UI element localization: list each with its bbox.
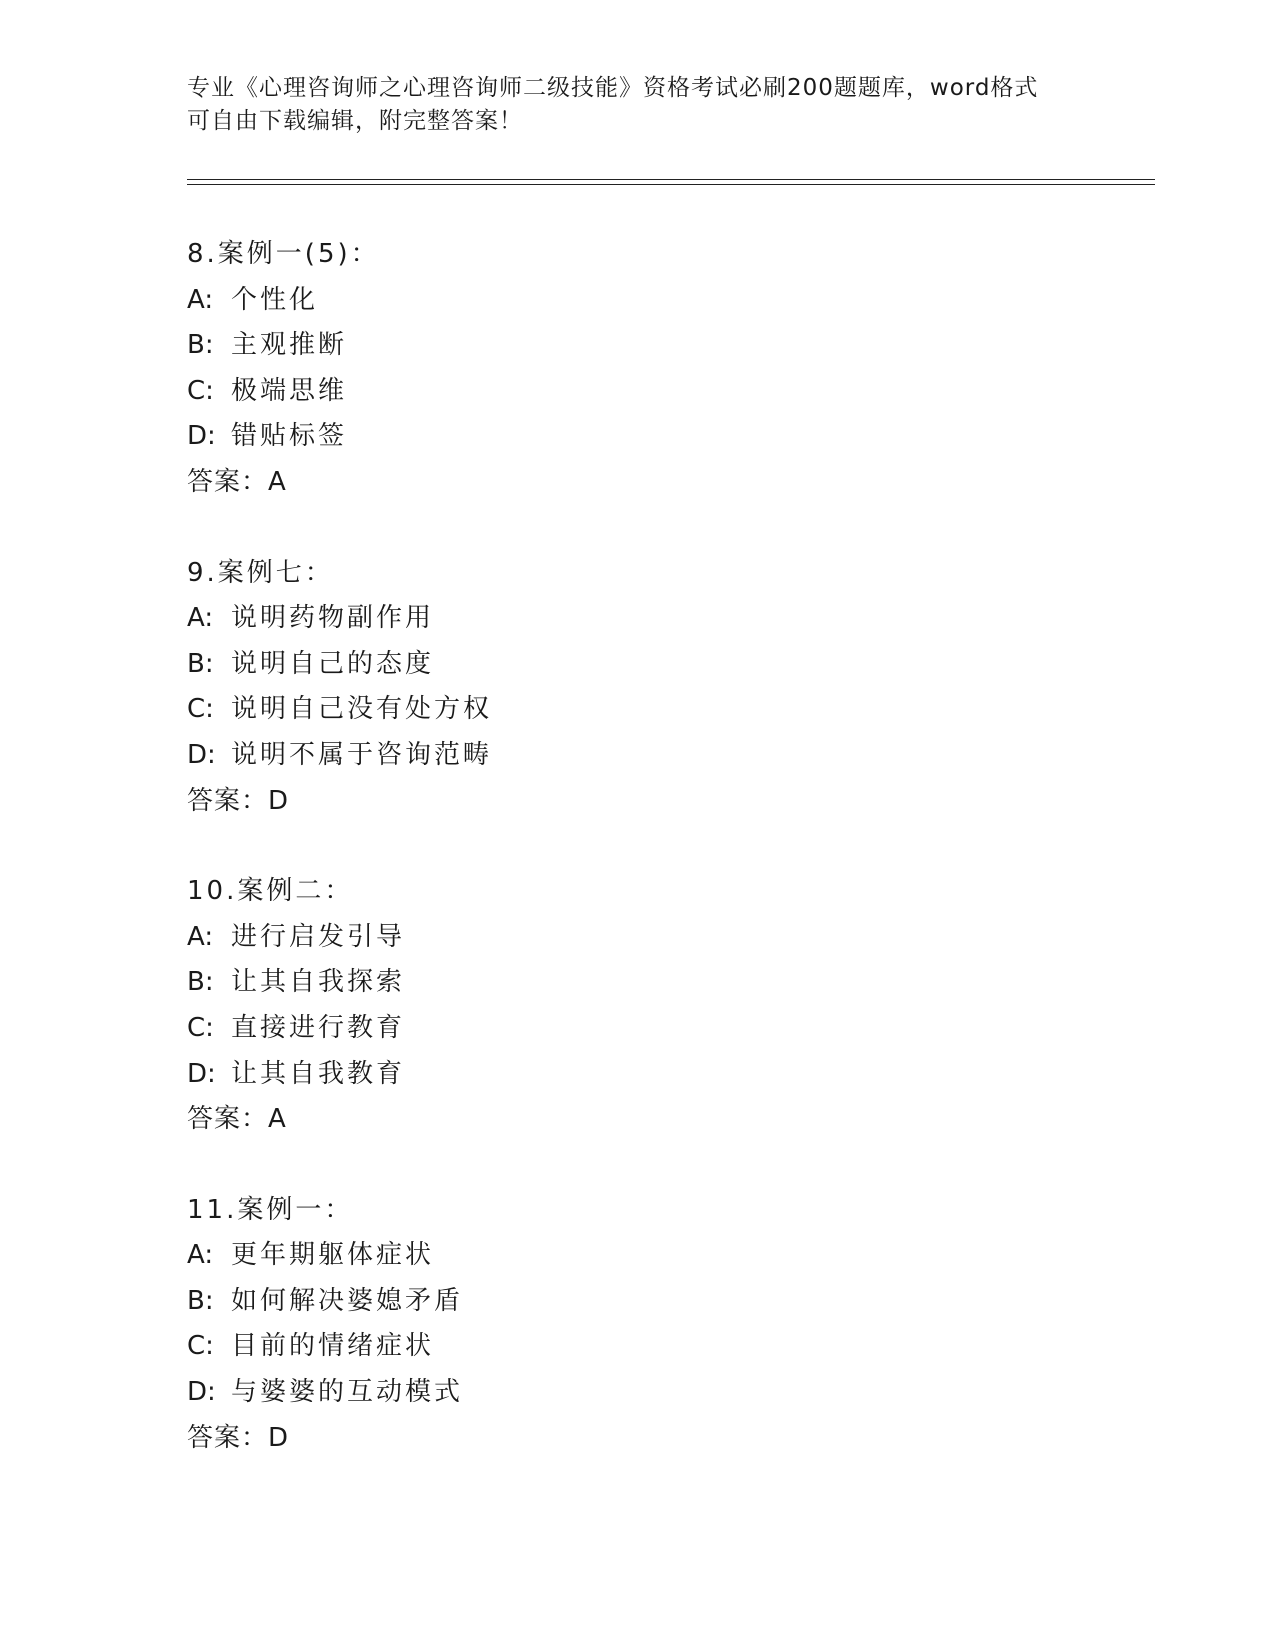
- option-label: A:: [187, 1240, 214, 1271]
- option-b: [187, 642, 1147, 688]
- header-divider: [187, 179, 1155, 185]
- option-a: [187, 915, 1147, 961]
- document-header: [187, 72, 1087, 138]
- question-list: [187, 232, 1147, 1506]
- question-10: [187, 869, 1147, 1143]
- option-label: D:: [187, 421, 216, 452]
- option-text: 说明不属于咨询范畴: [231, 739, 493, 770]
- option-text: 进行启发引导: [231, 921, 406, 952]
- answer-line: 答案：D: [187, 785, 290, 816]
- option-text: 说明药物副作用: [231, 603, 435, 634]
- option-label: B:: [187, 648, 214, 679]
- question-title: 10.案例二：: [187, 876, 354, 907]
- option-label: D:: [187, 739, 216, 770]
- option-text: 让其自我教育: [231, 1058, 406, 1089]
- option-c: [187, 1006, 1147, 1052]
- option-a: [187, 1233, 1147, 1279]
- option-d: [187, 1052, 1147, 1098]
- option-text: 直接进行教育: [231, 1012, 406, 1043]
- option-label: C:: [187, 1331, 214, 1362]
- option-b: [187, 1279, 1147, 1325]
- option-a: [187, 278, 1147, 324]
- option-c: [187, 369, 1147, 415]
- option-b: [187, 960, 1147, 1006]
- option-a: [187, 596, 1147, 642]
- question-title: 9.案例七：: [187, 557, 334, 588]
- option-c: [187, 1324, 1147, 1370]
- option-label: B:: [187, 967, 214, 998]
- option-label: C:: [187, 694, 214, 725]
- option-d: [187, 1370, 1147, 1416]
- question-11: [187, 1188, 1147, 1462]
- option-text: 极端思维: [231, 375, 348, 406]
- option-text: 错贴标签: [231, 421, 348, 452]
- answer-line: 答案：D: [187, 1422, 290, 1453]
- option-d: [187, 414, 1147, 460]
- option-text: 主观推断: [231, 330, 348, 361]
- question-8: [187, 232, 1147, 506]
- question-title: 11.案例一：: [187, 1194, 354, 1225]
- option-c: [187, 687, 1147, 733]
- question-title: 8.案例一(5)：: [187, 239, 380, 269]
- option-text: 更年期躯体症状: [231, 1240, 435, 1271]
- option-text: 如何解决婆媳矛盾: [231, 1285, 464, 1316]
- answer-line: 答案：A: [187, 466, 287, 497]
- option-text: 说明自己的态度: [231, 648, 435, 679]
- question-9: [187, 551, 1147, 825]
- option-b: [187, 323, 1147, 369]
- option-text: 个性化: [231, 284, 319, 315]
- option-label: A:: [187, 921, 214, 952]
- option-label: A:: [187, 284, 214, 315]
- option-text: 说明自己没有处方权: [231, 694, 493, 725]
- answer-line: 答案：A: [187, 1104, 287, 1135]
- option-label: D:: [187, 1377, 216, 1408]
- header-line-1: 专业《心理咨询师之心理咨询师二级技能》资格考试必刷200题题库，word格式: [187, 75, 1039, 101]
- option-label: A:: [187, 603, 214, 634]
- option-text: 目前的情绪症状: [231, 1331, 435, 1362]
- option-d: [187, 733, 1147, 779]
- option-label: B:: [187, 1285, 214, 1316]
- option-label: C:: [187, 1012, 214, 1043]
- option-text: 让其自我探索: [231, 967, 406, 998]
- header-line-2: 可自由下载编辑，附完整答案！: [187, 108, 523, 134]
- option-label: B:: [187, 330, 214, 361]
- option-label: C:: [187, 375, 214, 406]
- option-label: D:: [187, 1058, 216, 1089]
- option-text: 与婆婆的互动模式: [231, 1377, 464, 1408]
